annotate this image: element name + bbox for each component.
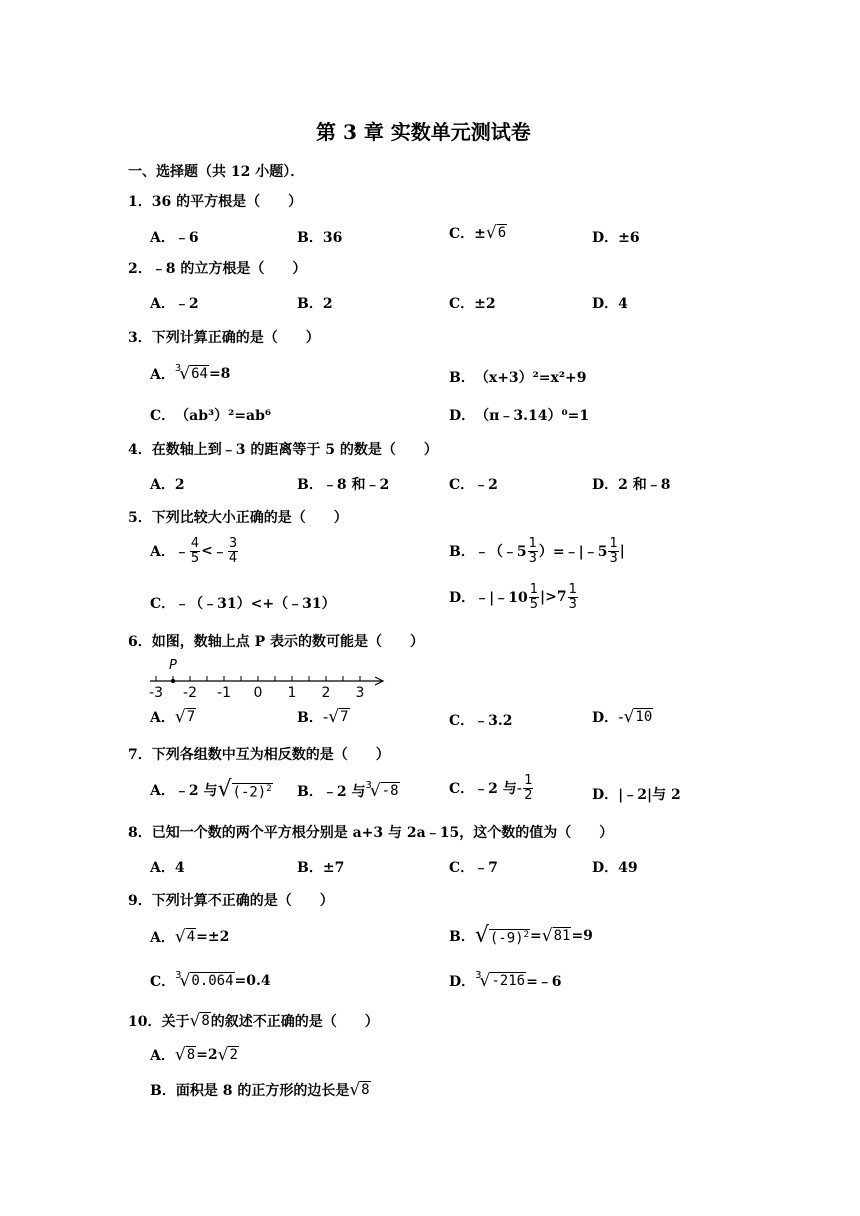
question-3-stem: 3．下列计算正确的是（ ） (128, 330, 320, 346)
q2-option-a: A．﹣2 (150, 296, 199, 312)
q4-option-b: B．﹣8 和﹣2 (297, 477, 390, 493)
q9-option-c: C． 3 √ 0.064 =0.4 (150, 969, 271, 991)
q9-option-a: A． √ 4 =±2 (150, 926, 230, 947)
sqrt-2: √ 2 (217, 1044, 238, 1065)
q7-option-c: C．﹣2 与 - $\frac{1}{2}$ (449, 773, 533, 803)
q8-option-a: A．4 (150, 860, 185, 876)
point-p (171, 679, 175, 683)
fraction-1-3: $\frac{1}{3}$ (568, 582, 577, 612)
sqrt-7: √ 7 (328, 706, 349, 727)
q4-option-c: C．﹣2 (449, 477, 498, 493)
sqrt-8: √ 8 (174, 1044, 196, 1065)
fraction-1-5: $\frac{1}{5}$ (529, 582, 538, 612)
q3-option-a: A． 3 √ 64 =8 (150, 362, 231, 384)
tick-label: -1 (217, 685, 231, 701)
q1-option-b: B．36 (297, 230, 343, 246)
q6-option-c: C．﹣3.2 (449, 713, 513, 729)
question-8-stem: 8．已知一个数的两个平方根分别是 a+3 与 2a﹣15，这个数的值为（ ） (128, 825, 614, 841)
tick-label: -2 (183, 685, 197, 701)
q6-option-d: D． - √ 10 (592, 706, 653, 727)
sqrt-8: √ 8 (349, 1079, 370, 1100)
q9-option-d: D． 3 √ -216 =﹣6 (449, 969, 562, 991)
question-6-stem: 6．如图，数轴上点 P 表示的数可能是（ ） (128, 634, 425, 650)
cbrt-neg8: 3 √ -8 (365, 779, 399, 801)
sqrt-6: √ 6 (485, 222, 507, 243)
question-7-stem: 7．下列各组数中互为相反数的是（ ） (128, 747, 390, 763)
q4-option-d: D．2 和﹣8 (592, 477, 671, 493)
q3-option-c: C． （ab³）²=ab⁶ (150, 408, 272, 424)
fraction-1-3: $\frac{1}{3}$ (609, 536, 618, 566)
q8-option-b: B．±7 (297, 860, 345, 876)
cbrt-64: 3 √ 64 (174, 362, 208, 384)
fraction-1-2: $\frac{1}{2}$ (524, 773, 533, 803)
q1-option-d: D．±6 (592, 230, 640, 246)
sqrt-7: √ 7 (174, 706, 196, 727)
q3-option-d: D． （π﹣3.14）⁰=1 (449, 408, 590, 424)
q10-option-b: B．面积是 8 的正方形的边长是 √ 8 (150, 1079, 370, 1100)
q10-option-a: A． √ 8 =2 √ 2 (150, 1044, 238, 1065)
fraction-3-4: $\frac{3}{4}$ (228, 536, 238, 566)
question-5-stem: 5．下列比较大小正确的是（ ） (128, 510, 348, 526)
sqrt-neg9-squared: √ $(-9)^2$ (474, 923, 530, 948)
q3-option-b: B． （x+3）²=x²+9 (449, 370, 587, 386)
sqrt-8: √ 8 (189, 1010, 210, 1031)
q6-option-b: B． - √ 7 (297, 706, 349, 727)
q1-c-prefix: C．± (449, 226, 486, 242)
q6-option-a: A． √ 7 (150, 706, 196, 727)
tick-label: 3 (355, 685, 365, 701)
question-10-stem: 10．关于 √ 8 的叙述不正确的是（ ） (128, 1010, 379, 1031)
q1-option-c (449, 223, 507, 243)
fraction-4-5: $\frac{4}{5}$ (190, 536, 200, 566)
q5-option-d: D． ﹣|﹣10 $\frac{1}{5}$ |>7 $\frac{1}{3}$ (449, 582, 577, 612)
sqrt-10: √ 10 (623, 706, 653, 727)
q1-option-a: A．﹣6 (150, 230, 199, 246)
question-4-stem: 4．在数轴上到﹣3 的距离等于 5 的数是（ ） (128, 442, 438, 458)
q2-option-d: D．4 (592, 296, 628, 312)
sqrt-81: √ 81 (541, 925, 571, 946)
question-9-stem: 9．下列计算不正确的是（ ） (128, 893, 334, 909)
q7-option-d: D．|﹣2|与 2 (592, 787, 681, 803)
number-line (142, 656, 392, 702)
q2-option-b: B．2 (297, 296, 333, 312)
q7-option-b: B．﹣2 与 3 √ -8 (297, 779, 399, 801)
question-2-stem: 2．﹣8 的立方根是（ ） (128, 261, 307, 277)
cbrt-0-064: 3 √ 0.064 (175, 969, 234, 991)
q7-option-a: A．﹣2 与 √ $(-2)^2$ (150, 777, 272, 802)
tick-label: 1 (287, 685, 297, 701)
tick-label: 2 (321, 685, 331, 701)
tick-label: -3 (149, 685, 163, 701)
q8-option-c: C．﹣7 (449, 860, 498, 876)
cbrt-neg216: 3 √ -216 (475, 969, 526, 991)
sqrt-4: √ 4 (174, 926, 196, 947)
fraction-1-3: $\frac{1}{3}$ (528, 536, 537, 566)
page-title: 第 3 章 实数单元测试卷 (316, 120, 531, 144)
sqrt-neg2-squared: √ $(-2)^2$ (217, 777, 272, 802)
q5-option-c: C．﹣（﹣31）<+（﹣31） (150, 596, 336, 612)
q4-option-a: A．2 (150, 477, 185, 493)
q9-option-b: B． √ $(-9)^2$ = √ 81 =9 (449, 923, 593, 948)
tick-label: 0 (253, 685, 263, 701)
q5-option-a: A． ﹣ $\frac{4}{5}$ < ﹣ $\frac{3}{4}$ (150, 536, 238, 566)
question-1-stem: 1．36 的平方根是（ ） (128, 194, 303, 210)
number-line-ticks (156, 676, 360, 681)
q5-option-b: B． ﹣（﹣5 $\frac{1}{3}$ ）=﹣|﹣5 $\frac{1}{3}$ | (449, 536, 625, 566)
point-p-label: P (169, 658, 177, 673)
q2-option-c: C．±2 (449, 296, 496, 312)
q8-option-d: D．49 (592, 860, 638, 876)
section-heading: 一、选择题（共 12 小题）． (128, 164, 305, 180)
